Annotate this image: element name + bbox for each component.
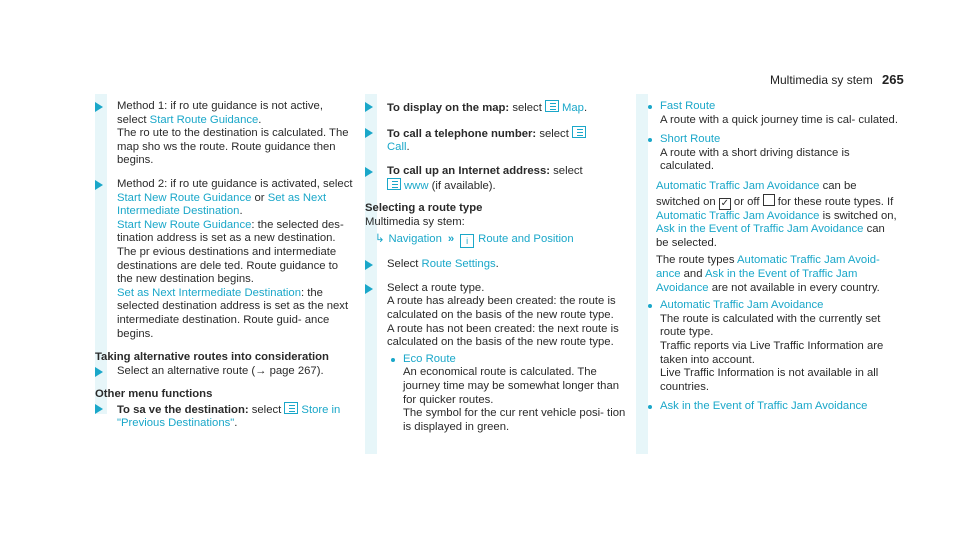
automatic-jam-item: Automatic Traffic Jam Avoidance The route is calculated with the currently set route type. Traffic reports via Live Traffic Information are taken into account. Live Traffic Information is not available in all countries. bbox=[644, 299, 898, 394]
checkbox-checked-icon: ✓ bbox=[720, 197, 729, 209]
www-link[interactable]: www bbox=[404, 180, 429, 193]
page-number: 265 bbox=[882, 72, 904, 87]
alternative-route-step: Select an alternative route (→ page 267). bbox=[95, 365, 355, 379]
bullet-icon bbox=[648, 405, 652, 409]
bullet-icon bbox=[648, 105, 652, 109]
column-1 bbox=[95, 100, 355, 441]
bullet-icon bbox=[648, 304, 652, 308]
set-next-intermediate-term: Set as Next Intermediate Destination bbox=[117, 286, 301, 299]
eco-route-item: Eco Route An economical route is calculated. The journey time may be somewhat longer than for quicker routes. The symbol for the cur rent vehicle posi- tion is displayed in green. bbox=[387, 353, 627, 435]
short-route-item: Short Route A route with a short driving distance is calculated. bbox=[644, 133, 898, 174]
system-label: Multimedia sy stem: bbox=[365, 215, 465, 228]
bullet-icon bbox=[648, 138, 652, 142]
call-link[interactable]: Call bbox=[387, 141, 407, 154]
ask-jam-link[interactable]: Ask in the Event of Traffic Jam Avoidance bbox=[660, 400, 868, 413]
triangle-arrow-icon bbox=[365, 260, 373, 270]
automatic-jam-paragraph: Automatic Traffic Jam Avoidance can be switched on ✓ or off for these route types. If Automatic Traffic Jam Avoidance is switched on, Ask in the Event of Traffic Jam Avoidance can be selected. bbox=[656, 179, 897, 249]
route-position-link[interactable]: Route and Position bbox=[478, 233, 574, 246]
start-route-guidance-link[interactable]: Start Route Guidance bbox=[149, 113, 259, 126]
heading-alternative-routes: Taking alternative routes into consideration bbox=[95, 351, 329, 364]
bullet-icon bbox=[391, 358, 395, 362]
short-route-link[interactable]: Short Route bbox=[660, 133, 721, 146]
automatic-jam-term: Automatic Traffic Jam Avoidance bbox=[656, 179, 820, 192]
select-route-settings-step: Select Route Settings. bbox=[365, 258, 627, 272]
triangle-arrow-icon bbox=[365, 128, 373, 138]
store-previous-destinations-link[interactable]: Store in "Previous Destinations" bbox=[117, 403, 341, 430]
page-header bbox=[770, 72, 904, 87]
triangle-arrow-icon bbox=[365, 102, 373, 112]
fast-route-link[interactable]: Fast Route bbox=[660, 100, 716, 112]
triangle-arrow-icon bbox=[365, 284, 373, 294]
menu-icon bbox=[284, 402, 298, 414]
method-1: Method 1: if ro ute guidance is not active, select Start Route Guidance. The ro ute to the destination is calculated. The map sho ws the route. Route guidance then begins. bbox=[95, 100, 355, 168]
availability-paragraph: The route types Automatic Traffic Jam Avoid- ance and Ask in the Event of Traffic Jam Avoidance are not available in every country. bbox=[656, 254, 880, 294]
triangle-arrow-icon bbox=[95, 367, 103, 377]
eco-route-link[interactable]: Eco Route bbox=[403, 352, 456, 365]
triangle-arrow-icon bbox=[95, 102, 103, 112]
internet-address-step: To call up an Internet address: select www (if available). bbox=[365, 165, 627, 194]
menu-icon bbox=[387, 178, 401, 190]
save-destination-step: To sa ve the destination: select Store in "Previous Destinations". bbox=[95, 402, 355, 431]
start-new-route-guidance-link[interactable]: Start New Route Guidance bbox=[117, 191, 252, 204]
column-2 bbox=[365, 100, 627, 444]
automatic-jam-term-3: Automatic Traffic Jam Avoid- ance bbox=[656, 254, 880, 280]
ask-jam-item bbox=[644, 400, 898, 414]
section-title: Multimedia sy stem bbox=[770, 73, 873, 87]
display-map-step: To display on the map: select Map. bbox=[365, 100, 627, 116]
automatic-jam-term-2: Automatic Traffic Jam Avoidance bbox=[656, 209, 820, 222]
heading-route-type: Selecting a route type bbox=[365, 201, 483, 214]
triangle-arrow-icon bbox=[95, 404, 103, 414]
ask-jam-term-2: Ask in the Event of Traffic Jam Avoidance bbox=[656, 267, 858, 294]
set-next-intermediate-link[interactable]: Set as Next Intermediate Destination bbox=[117, 191, 327, 218]
ask-jam-term: Ask in the Event of Traffic Jam Avoidance bbox=[656, 223, 864, 236]
fast-route-item: Fast Route A route with a quick journey time is cal- culated. bbox=[644, 100, 898, 127]
menu-icon bbox=[545, 100, 559, 112]
column-3 bbox=[636, 100, 898, 420]
triangle-arrow-icon bbox=[95, 180, 103, 190]
navigation-link[interactable]: Navigation bbox=[388, 233, 442, 246]
navigation-path bbox=[365, 233, 627, 248]
select-route-type-step: Select a route type. A route has already been created: the route is calculated on the basis of the new route type. A route has not been created: the next route is calculated on the basis of the new route type. Eco Route An economical route is calculated. The journey time may be somewhat longer than for quicker routes. The symbol for the cur rent vehicle posi- tion is displayed in green. bbox=[365, 282, 627, 435]
triangle-arrow-icon bbox=[365, 167, 373, 177]
checkbox-empty-icon bbox=[763, 194, 775, 206]
call-phone-step: To call a telephone number: select Call. bbox=[365, 126, 627, 155]
double-chevron-icon: » bbox=[447, 233, 455, 246]
menu-icon bbox=[572, 126, 586, 138]
map-link[interactable]: Map bbox=[561, 102, 584, 114]
lane-icon: i bbox=[460, 234, 474, 248]
method-2: Method 2: if ro ute guidance is activated, select Start New Route Guidance or Set as Next Intermediate Destination. Start New Route Guidance: the selected des- tination address is set as a new destination. The pr evious destinations and intermediate destinations are dele ted. Route guidance to the new destination begins. Set as Next Intermediate Destination: the selected destination address is set as the next intermediate destination. Route guid- ance begins. bbox=[95, 178, 355, 341]
heading-other-menu: Other menu functions bbox=[95, 388, 213, 401]
return-arrow-icon: ↳ bbox=[375, 233, 385, 246]
route-settings-link[interactable]: Route Settings bbox=[421, 258, 496, 271]
automatic-jam-link[interactable]: Automatic Traffic Jam Avoidance bbox=[660, 299, 824, 312]
start-new-route-guidance-term: Start New Route Guidance bbox=[117, 218, 252, 231]
